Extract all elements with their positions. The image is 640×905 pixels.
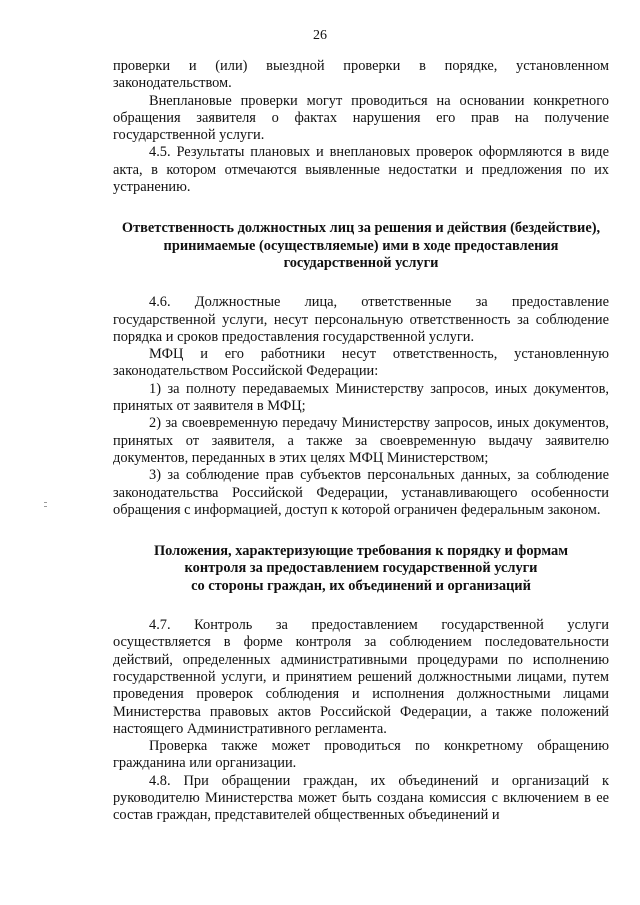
section-heading-line: принимаемые (осуществляемые) ими в ходе предоставления xyxy=(163,237,559,254)
section-spacer xyxy=(113,272,609,294)
scan-mark xyxy=(44,506,47,507)
paragraph: проверки и (или) выездной проверки в порядке, установленном законодательством. xyxy=(113,58,609,92)
section-heading-line: Положения, характеризующие требования к порядку и формам xyxy=(153,543,569,560)
paragraph: 4.8. При обращении граждан, их объединений и организаций к руководителю Министерства может быть создана комиссия с включением в ее состав граждан, представителей общественных объединений и xyxy=(113,772,609,824)
section-spacer xyxy=(113,595,609,617)
document-body xyxy=(113,58,609,825)
section-heading xyxy=(113,220,609,272)
section-heading-line: государственной услуги xyxy=(283,254,439,271)
section-spacer xyxy=(113,519,609,543)
section-heading-line: контроля за предоставлением государственной услуги xyxy=(184,560,538,577)
paragraph: 3) за соблюдение прав субъектов персональных данных, за соблюдение законодательства Российской Федерации, устанавливающего особенности обращения с информацией, доступ к которой ограничен федеральным законом. xyxy=(113,467,609,518)
paragraph: 4.6. Должностные лица, ответственные за предоставление государственной услуги, несут персональную ответственность за соблюдение порядка и сроков предоставления государственной услуги. xyxy=(113,294,609,345)
paragraph: Проверка также может проводиться по конкретному обращению гражданина или организации. xyxy=(113,738,609,772)
page-number: 26 xyxy=(313,28,327,43)
paragraph: 4.5. Результаты плановых и внеплановых проверок оформляются в виде акта, в котором отмечаются выявленные недостатки и предложения по их устранению. xyxy=(113,144,609,196)
section-spacer xyxy=(113,196,609,220)
scan-mark xyxy=(44,502,47,503)
paragraph: Внеплановые проверки могут проводиться на основании конкретного обращения заявителя о фактах нарушения его прав на получение государственной услуги. xyxy=(113,92,609,144)
paragraph: 4.7. Контроль за предоставлением государственной услуги осуществляется в форме контроля за соблюдением последовательности действий, определенных административными процедурами по исполнению государственной услуги, и принятием решений должностными лицами, путем проведения проверок соблюдения и исполнения должностными лицами Министерства правовых актов Российской Федерации, а также положений настоящего Административного регламента. xyxy=(113,617,609,737)
section-heading xyxy=(113,543,609,595)
section-heading-line: Ответственность должностных лиц за решения и действия (бездействие), xyxy=(121,220,601,237)
paragraph: 1) за полноту передаваемых Министерству запросов, иных документов, принятых от заявителя в МФЦ; xyxy=(113,380,609,415)
section-heading-line: со стороны граждан, их объединений и организаций xyxy=(191,577,531,594)
paragraph: 2) за своевременную передачу Министерству запросов, иных документов, принятых от заявителя, а также за своевременную выдачу заявителю документов, переданных в этих целях МФЦ Министерством; xyxy=(113,415,609,466)
paragraph: МФЦ и его работники несут ответственность, установленную законодательством Российской Федерации: xyxy=(113,346,609,380)
